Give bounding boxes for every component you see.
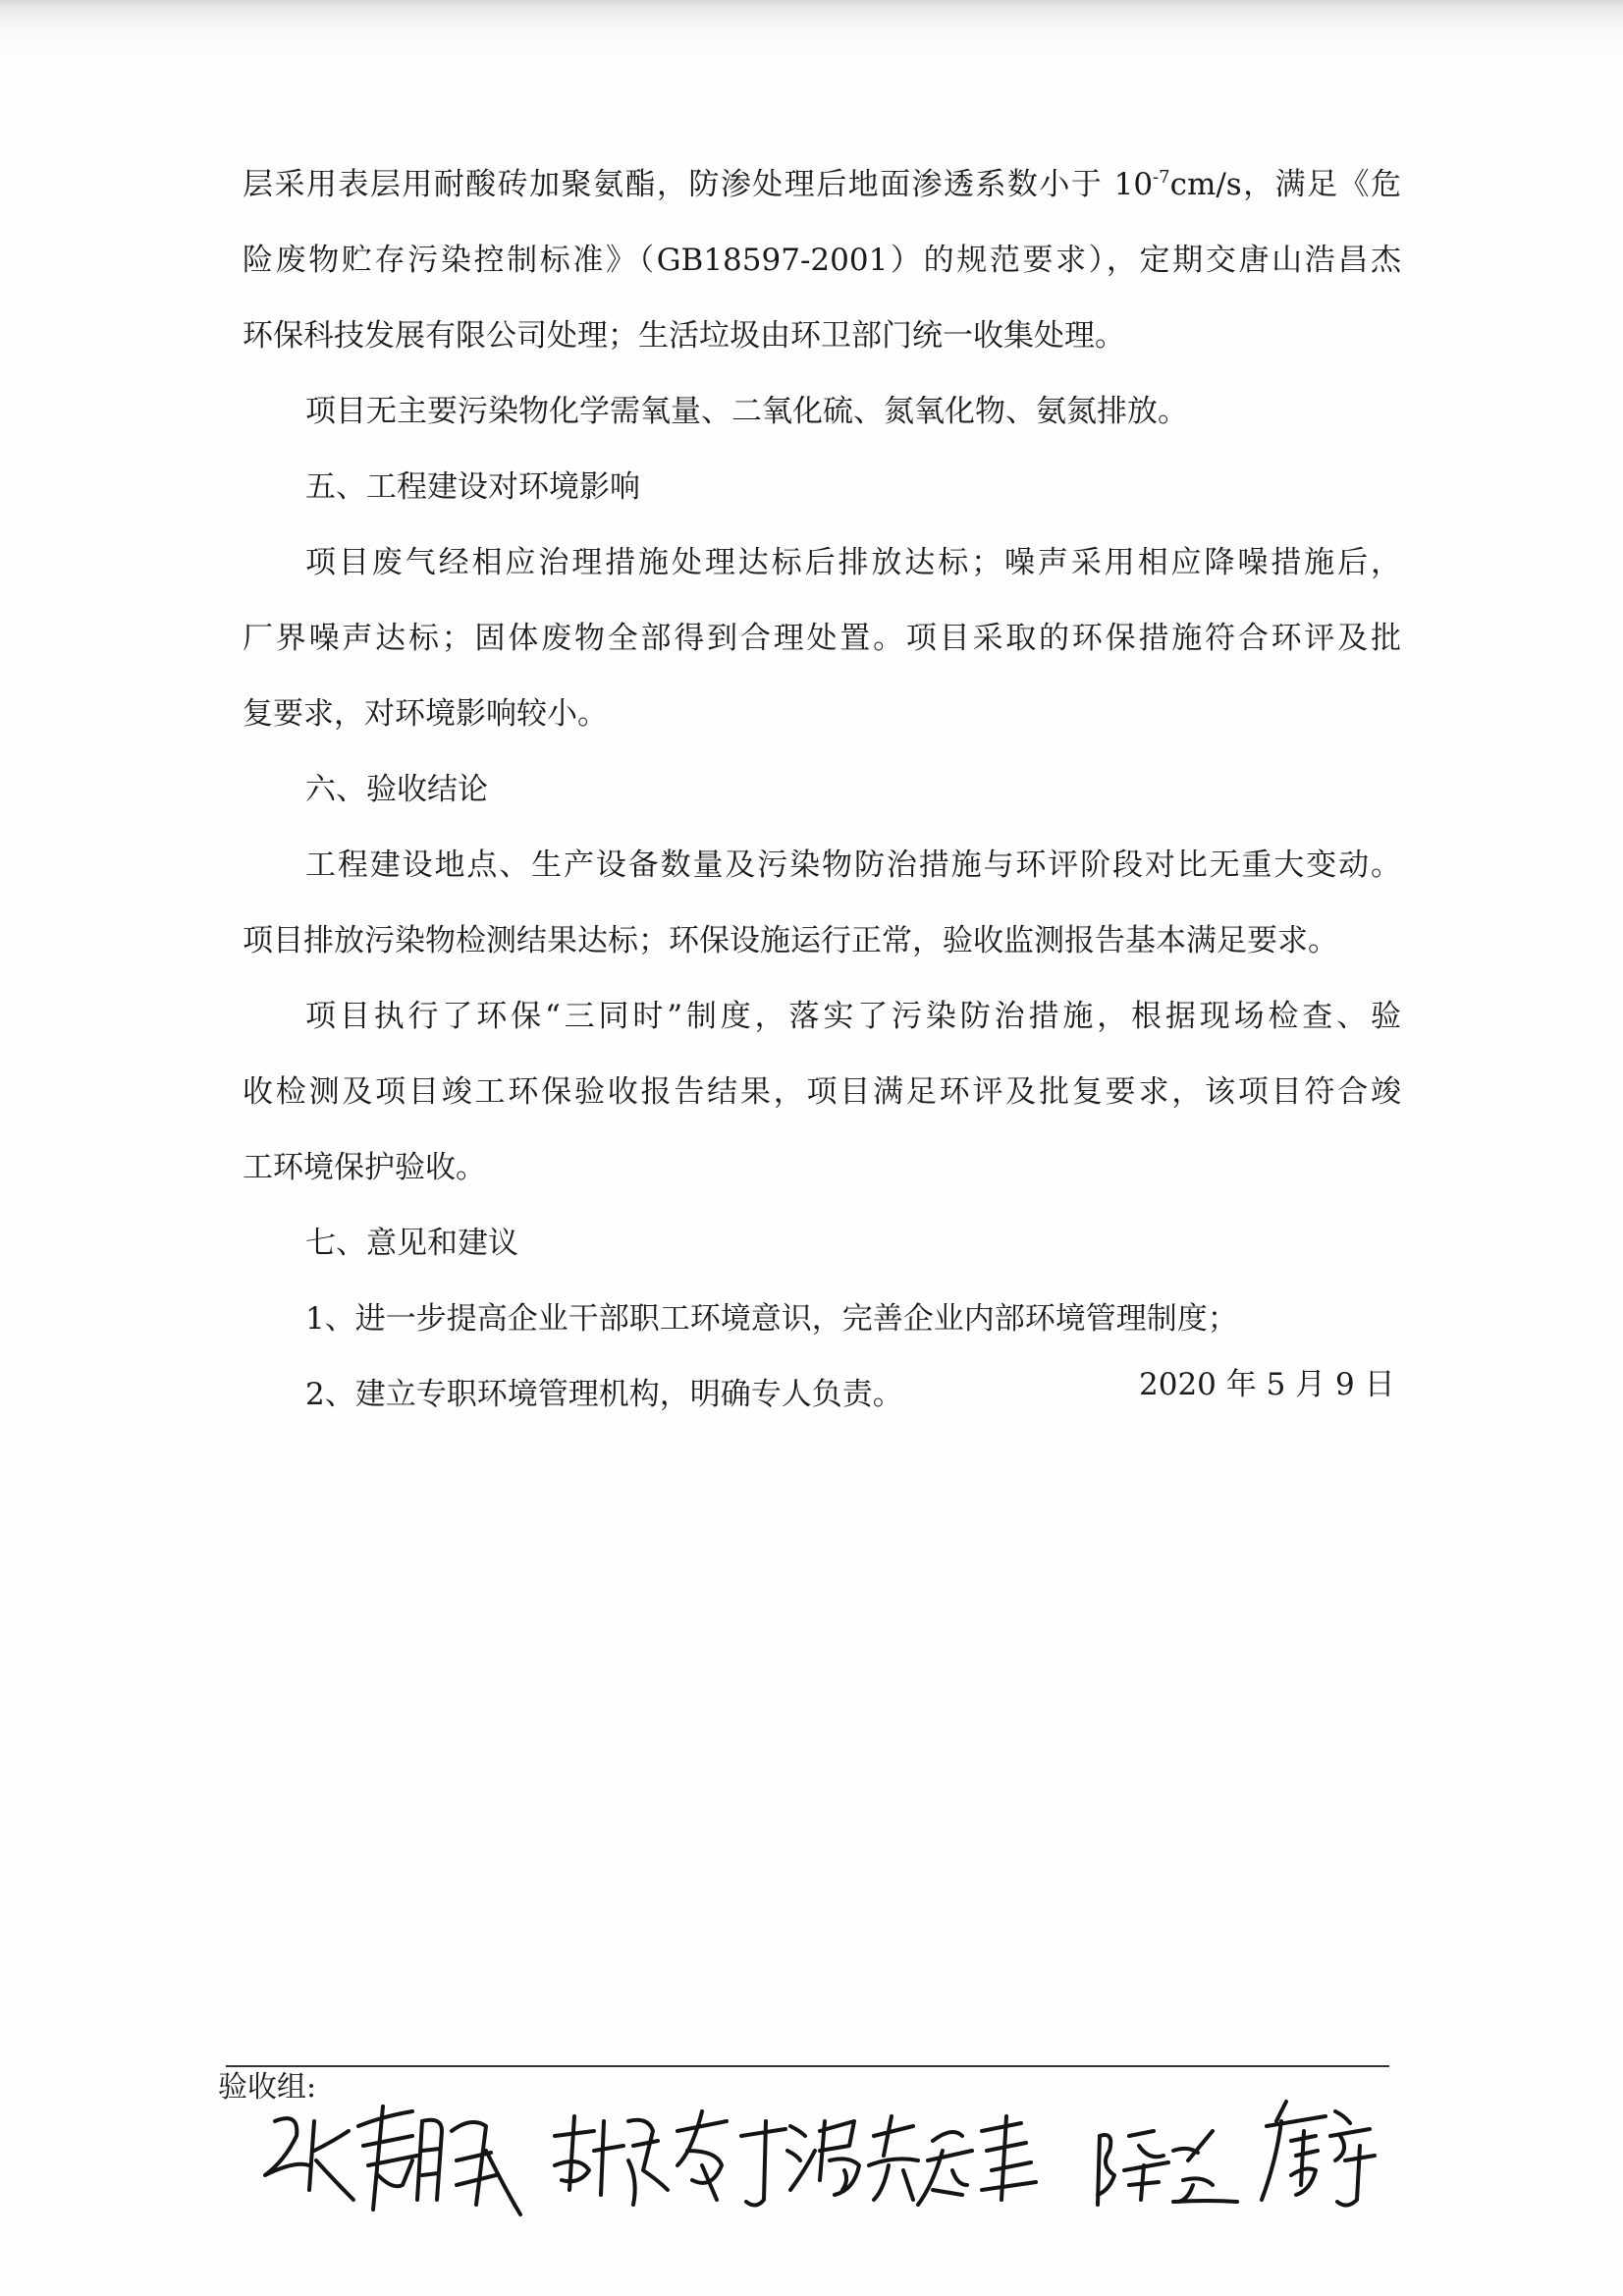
signature-divider [226, 2065, 1389, 2067]
signature-3 [787, 2116, 1036, 2205]
handwritten-signatures [255, 2092, 1434, 2219]
section-7-heading: 七、意见和建议 [305, 1226, 518, 1261]
acceptance-group-label: 验收组: [218, 2070, 317, 2105]
paragraph-1-line-1: 层采用表层用耐酸砖加聚氨酯，防渗处理后地面渗透系数小于 $10^{-7}cm/s$，满足《危 [243, 167, 1401, 202]
section-5-line-1: 项目废气经相应治理措施处理达标后排放达标；噪声采用相应降噪措施后， [305, 545, 1401, 580]
section-6-para-2-line-2: 收检测及项目竣工环保验收报告结果，项目满足环评及批复要求，该项目符合竣 [243, 1074, 1401, 1110]
document-date: 2020 年 5 月 9 日 [1139, 1367, 1395, 1402]
section-6-para-2-line-3: 工环境保护验收。 [243, 1150, 486, 1185]
section-5-line-3: 复要求，对环境影响较小。 [243, 696, 608, 732]
section-6-para-1-line-2: 项目排放污染物检测结果达标；环保设施运行正常，验收监测报告基本满足要求。 [243, 923, 1338, 958]
signature-5 [1262, 2102, 1375, 2206]
signature-2 [555, 2111, 785, 2206]
section-6-para-2-line-1: 项目执行了环保“三同时”制度，落实了污染防治措施，根据现场检查、验 [305, 999, 1401, 1034]
section-6-para-1-line-1: 工程建设地点、生产设备数量及污染物防治措施与环评阶段对比无重大变动。 [305, 847, 1401, 883]
paragraph-1-line-2: 险废物贮存污染控制标准》（GB18597-2001）的规范要求），定期交唐山浩昌杰 [243, 243, 1401, 278]
document-body [243, 147, 1401, 1433]
section-5-heading: 五、工程建设对环境影响 [305, 469, 640, 505]
signature-1 [265, 2106, 520, 2214]
section-7-item-2: 2、建立专职环境管理机构，明确专人负责。 [305, 1377, 903, 1412]
paragraph-1-line-3: 环保科技发展有限公司处理；生活垃圾由环卫部门统一收集处理。 [243, 318, 1125, 354]
section-6-heading: 六、验收结论 [305, 772, 488, 807]
paragraph-2-line-1: 项目无主要污染物化学需氧量、二氧化硫、氮氧化物、氨氮排放。 [305, 394, 1188, 429]
section-5-line-2: 厂界噪声达标；固体废物全部得到合理处置。项目采取的环保措施符合环评及批 [243, 621, 1401, 656]
signature-4 [1098, 2131, 1237, 2205]
scan-edge-shadow [0, 0, 1623, 59]
section-7-item-1: 1、进一步提高企业干部职工环境意识，完善企业内部环境管理制度； [305, 1301, 1238, 1337]
exponent: -7 [1153, 167, 1170, 188]
